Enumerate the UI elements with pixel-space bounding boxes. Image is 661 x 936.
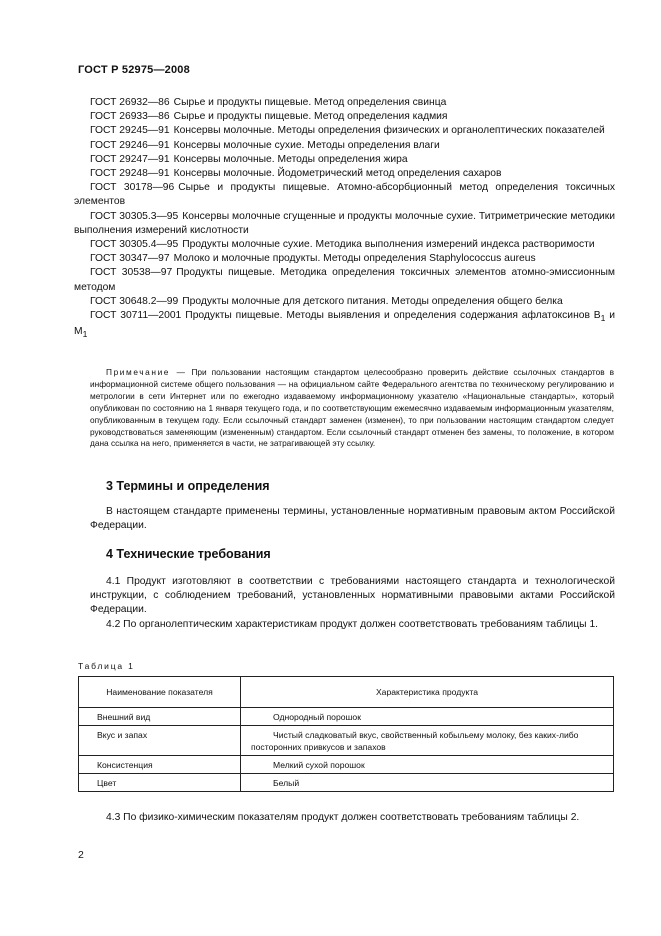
table-1-caption: Таблица 1	[78, 661, 135, 671]
normative-references-list	[74, 96, 615, 342]
table-row	[79, 708, 614, 726]
page-number: 2	[78, 849, 84, 861]
reference-item: ГОСТ 30538—97 Продукты пищевые. Методика определения токсичных элементов атомно-эмиссионным методом	[74, 267, 615, 293]
reference-item: ГОСТ 30711—2001 Продукты пищевые. Методы выявления и определения содержания афлатоксинов $B_1$ и $M_1$	[74, 310, 615, 340]
section-4-body	[90, 575, 615, 632]
table-cell: Однородный порошок	[241, 708, 614, 726]
reference-item: ГОСТ 30305.4—95 Продукты молочные сухие. Методика выполнения измерений индекса растворимости	[90, 239, 595, 251]
table-header-cell: Наименование показателя	[79, 677, 241, 708]
table-cell: Мелкий сухой порошок	[241, 756, 614, 774]
section-3-heading: 3 Термины и определения	[106, 479, 270, 493]
table-cell: Цвет	[79, 774, 241, 792]
note-lead: Примечание —	[106, 367, 187, 377]
table-1	[78, 676, 614, 792]
table-row	[79, 774, 614, 792]
table-header-cell: Характеристика продукта	[241, 677, 614, 708]
table-cell: Белый	[241, 774, 614, 792]
table-cell: Вкус и запах	[79, 726, 241, 756]
reference-item: ГОСТ 30648.2—99 Продукты молочные для детского питания. Методы определения общего белка	[90, 295, 563, 307]
note-block	[90, 367, 614, 450]
reference-item: ГОСТ 29247—91 Консервы молочные. Методы определения жира	[90, 153, 408, 165]
table-cell: Чистый сладковатый вкус, свойственный кобыльему молоку, без каких-либо посторонних привкусов и запахов	[241, 726, 614, 756]
document-header: ГОСТ Р 52975—2008	[78, 64, 190, 76]
table-cell: Консистенция	[79, 756, 241, 774]
table-header-row	[79, 677, 614, 708]
table-row	[79, 726, 614, 756]
reference-item: ГОСТ 29246—91 Консервы молочные сухие. Методы определения влаги	[90, 139, 440, 151]
section-3-text: В настоящем стандарте применены термины, установленные нормативным правовым актом Российской Федерации.	[90, 506, 615, 532]
clause-4-1: 4.1 Продукт изготовляют в соответствии с требованиями настоящего стандарта и технологической инструкции, с соблюдением требований, установленных нормативными правовыми актами Российской Федерации.	[90, 576, 615, 616]
table-row	[79, 756, 614, 774]
note-text: При пользовании настоящим стандартом целесообразно проверить действие ссылочных стандартов в информационной системе общего пользования — на официальном сайте Федерального агентства по техническому регулированию и метрологии в сети Интернет или по ежегодно издаваемому информационному указателю «Национальные стандарты», который опубликован по состоянию на 1 января текущего года, и по соответствующим ежемесячно издаваемым информационным указателям, опубликованным в текущем году. Если ссылочный стандарт заменен (изменен), то при пользовании настоящим стандартом следует руководствоваться заменяющим (измененным) стандартом. Если ссылочный стандарт отменен без замены, то положение, в котором дана ссылка на него, применяется в части, не затрагивающей эту ссылку.	[90, 367, 615, 449]
reference-item: ГОСТ 29245—91 Консервы молочные. Методы определения физических и органолептических показателей	[90, 125, 605, 137]
reference-item: ГОСТ 29248—91 Консервы молочные. Йодометрический метод определения сахаров	[90, 168, 502, 180]
reference-item: ГОСТ 30178—96 Сырье и продукты пищевые. Атомно-абсорбционный метод определения токсичных элементов	[74, 182, 615, 208]
clause-4-2: 4.2 По органолептическим характеристикам продукт должен соответствовать требованиям таблицы 1.	[106, 618, 599, 630]
reference-item: ГОСТ 26932—86 Сырье и продукты пищевые. Метод определения свинца	[90, 97, 447, 108]
clause-4-3: 4.3 По физико-химическим показателям продукт должен соответствовать требованиям таблицы 2.	[106, 812, 580, 823]
table-cell: Внешний вид	[79, 708, 241, 726]
reference-item: ГОСТ 26933—86 Сырье и продукты пищевые. Метод определения кадмия	[90, 111, 448, 123]
reference-item: ГОСТ 30305.3—95 Консервы молочные сгущенные и продукты молочные сухие. Титриметрические методики выполнения измерений кислотности	[74, 210, 615, 236]
reference-item: ГОСТ 30347—97 Молоко и молочные продукты. Методы определения Staphylococcus aureus	[90, 253, 536, 265]
section-4-heading: 4 Технические требования	[106, 547, 271, 561]
